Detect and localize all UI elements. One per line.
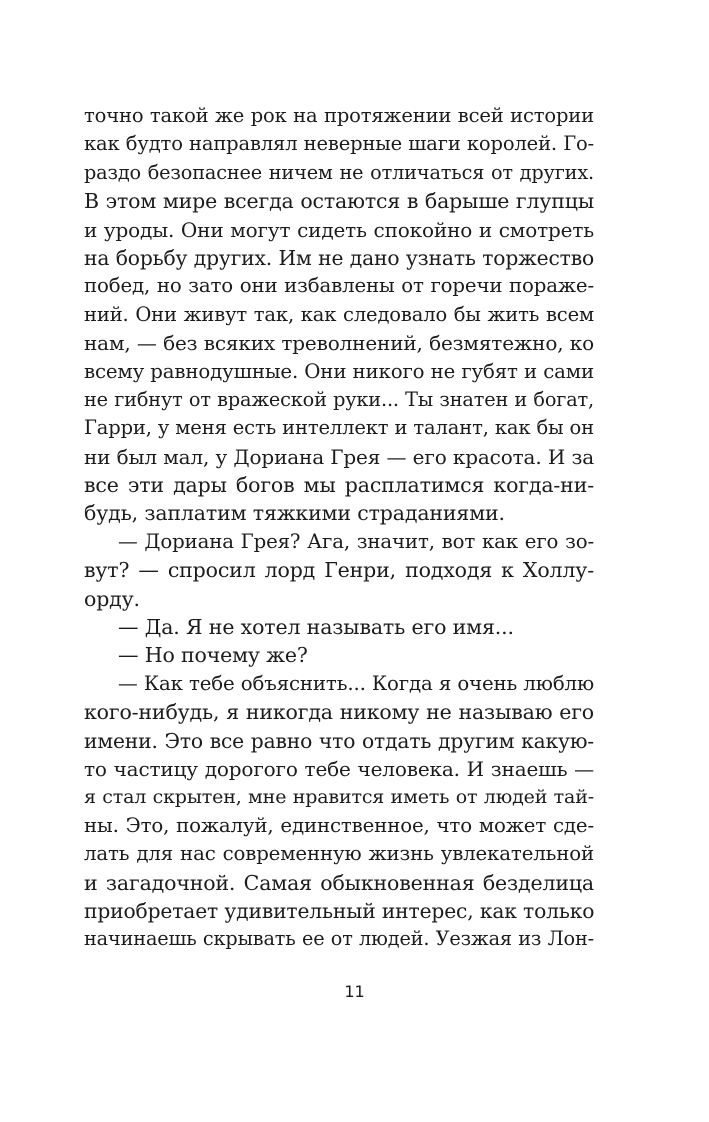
text-line: раздо безопаснее ничем не отличаться от других. — [84, 160, 594, 184]
text-line: ны. Это, пожалуй, единственное, что может сде- — [84, 813, 594, 837]
text-line: и загадочной. Самая обыкновенная безделица — [84, 870, 594, 895]
text-line: лать для нас современную жизнь увлекательной — [84, 842, 594, 866]
text-line: все эти дары богов мы расплатимся когда-ни- — [84, 473, 594, 498]
text-line: я стал скрытен, мне нравится иметь от людей тай- — [84, 786, 594, 809]
text-line: — Да. Я не хотел называть его имя... — [118, 615, 514, 640]
text-line: как будто направлял неверные шаги королей. Го- — [84, 132, 594, 156]
text-line: — Но почему же? — [118, 643, 308, 668]
text-line: то частицу дорогого тебе человека. И знаешь — — [84, 756, 594, 781]
text-line: — Как тебе объяснить... Когда я очень люблю — [118, 671, 594, 695]
text-line: будь, заплатим тяжкими страданиями. — [84, 501, 505, 526]
text-line: точно такой же рок на протяжении всей истории — [84, 104, 594, 127]
text-line: на борьбу других. Им не дано узнать торжество — [84, 245, 594, 270]
text-line: ни был мал, у Дориана Грея — его красота. И за — [84, 444, 594, 469]
text-line: начинаешь скрывать ее от людей. Уезжая из Лон- — [84, 927, 594, 951]
text-line: нам, — без всяких треволнений, безмятежно, ко — [84, 331, 594, 356]
text-line: вут? — спросил лорд Генри, подходя к Холлу- — [84, 558, 594, 583]
text-line: побед, но зато они избавлены от горечи пораже- — [84, 274, 594, 298]
text-line: ний. Они живут так, как следовало бы жить всем — [84, 302, 594, 326]
text-line: не гибнут от вражеской руки... Ты знатен и богат, — [84, 387, 594, 411]
text-line: и уроды. Они могут сидеть спокойно и смотреть — [84, 217, 594, 242]
text-line: Гарри, у меня есть интеллект и талант, как бы он — [84, 416, 594, 440]
text-line: — Дориана Грея? Ага, значит, вот как его зо- — [118, 529, 594, 553]
text-line: приобретает удивительный интерес, как только — [84, 898, 595, 923]
text-line: кого-нибудь, я никогда никому не называю его — [84, 700, 594, 725]
text-line: В этом мире всегда остаются в барыше глупцы — [84, 189, 594, 214]
body-text — [84, 102, 594, 954]
page-number: 11 — [344, 982, 365, 1001]
text-line: всему равнодушные. Они никого не губят и сами — [84, 359, 594, 383]
text-line: орду. — [84, 586, 140, 611]
text-line: имени. Это все равно что отдать другим какую- — [84, 728, 594, 753]
